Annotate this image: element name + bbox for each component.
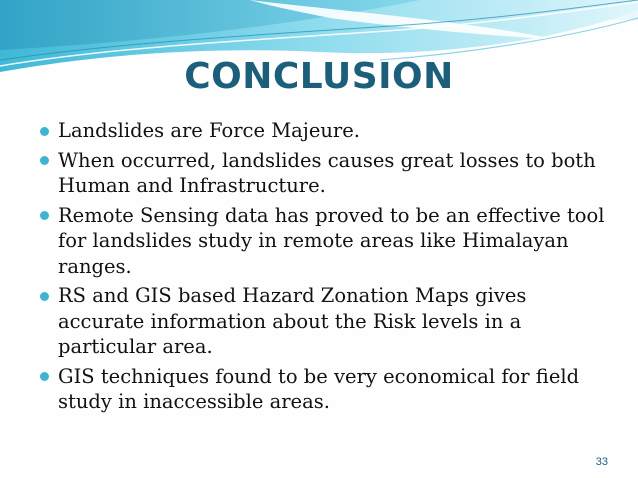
- bullet-dot-icon: [40, 156, 49, 165]
- bullet-text: GIS techniques found to be very economical for field study in inaccessible areas.: [58, 364, 580, 413]
- bullet-dot-icon: [40, 211, 49, 220]
- bullet-item: [0, 118, 610, 144]
- bullet-text: RS and GIS based Hazard Zonation Maps gives accurate information about the Risk levels in a particular area.: [58, 284, 527, 358]
- bullet-item: [0, 148, 610, 199]
- bullet-item: [0, 364, 610, 415]
- bullet-text: Landslides are Force Majeure.: [58, 119, 360, 142]
- bullet-item: [0, 203, 610, 280]
- slide-title: CONCLUSION: [184, 56, 454, 97]
- bullet-dot-icon: [40, 292, 49, 301]
- bullet-dot-icon: [40, 127, 49, 136]
- bullet-text: Remote Sensing data has proved to be an effective tool for landslides study in remote areas like Himalayan ranges.: [58, 203, 605, 278]
- bullet-text: When occurred, landslides causes great losses to both Human and Infrastructure.: [58, 148, 596, 197]
- bullet-dot-icon: [40, 372, 49, 381]
- bullet-item: [0, 283, 610, 360]
- bullet-list: [0, 118, 610, 419]
- page-number: 33: [595, 456, 608, 468]
